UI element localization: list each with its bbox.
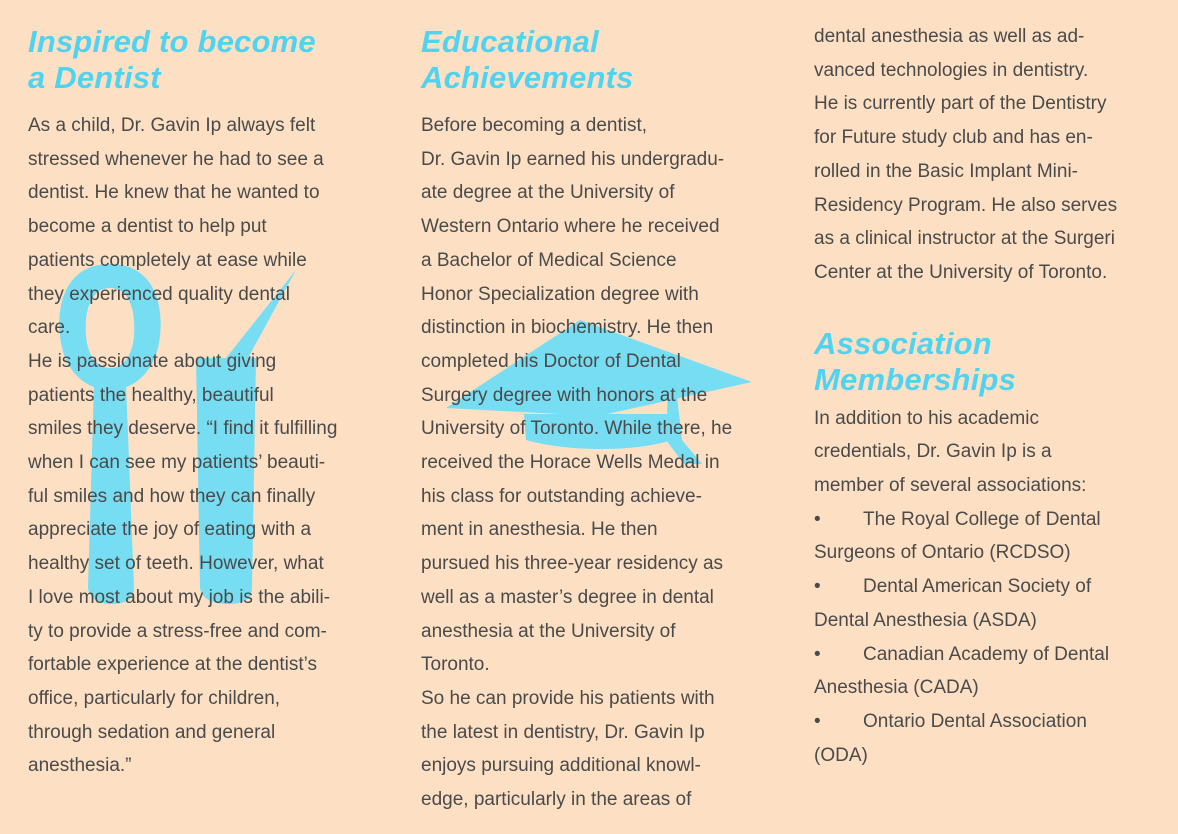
- list-item-label: The Royal College of Dental: [863, 508, 1101, 530]
- text-line: distinction in biochemistry. He then: [421, 317, 714, 339]
- list-item-continuation: Surgeons of Ontario (RCDSO): [814, 542, 1071, 564]
- text-line: ment in anesthesia. He then: [421, 519, 658, 541]
- text-line: care.: [28, 317, 71, 339]
- text-line: dental anesthesia as well as ad-: [814, 26, 1085, 47]
- text-line: He is passionate about giving: [28, 350, 277, 372]
- text-line: Surgery degree with honors at the: [421, 384, 708, 406]
- text-line: smiles they deserve. “I find it fulfilling: [28, 418, 338, 440]
- list-item: [814, 503, 1164, 570]
- list-item-first-line: [814, 705, 1164, 739]
- text-line: patients completely at ease while: [28, 249, 307, 271]
- associations-column: [814, 0, 1164, 772]
- list-item-label: Ontario Dental Association: [863, 710, 1087, 732]
- text-line: ate degree at the University of: [421, 182, 675, 204]
- heading-line: Memberships: [814, 361, 1017, 397]
- heading-line: Association: [814, 325, 992, 361]
- text-line: enjoys pursuing additional knowl-: [421, 755, 701, 777]
- list-item: [814, 570, 1164, 637]
- text-line: they experienced quality dental: [28, 283, 290, 305]
- list-item: [814, 638, 1164, 705]
- text-line: pursued his three-year residency as: [421, 553, 724, 575]
- list-item: [814, 705, 1164, 772]
- text-line: Residency Program. He also serves: [814, 194, 1118, 216]
- text-line: Dr. Gavin Ip earned his undergradu-: [421, 148, 725, 170]
- bullet-icon: •: [814, 710, 821, 732]
- associations-heading: [814, 326, 1164, 398]
- bullet-icon: •: [814, 576, 821, 598]
- text-line: patients the healthy, beautiful: [28, 384, 274, 406]
- heading-line: Inspired to become: [28, 24, 316, 59]
- text-line: through sedation and general: [28, 721, 276, 743]
- inspired-heading: [28, 24, 388, 96]
- text-line: stressed whenever he had to see a: [28, 148, 324, 170]
- text-line: as a clinical instructor at the Surgeri: [814, 228, 1115, 250]
- text-line: As a child, Dr. Gavin Ip always felt: [28, 115, 316, 136]
- text-line: dentist. He knew that he wanted to: [28, 182, 320, 204]
- text-line: the latest in dentistry, Dr. Gavin Ip: [421, 721, 705, 743]
- text-line: Toronto.: [421, 654, 490, 676]
- text-line: I love most about my job is the abili-: [28, 586, 331, 608]
- text-line: So he can provide his patients with: [421, 687, 715, 709]
- list-item-label: Dental American Society of: [863, 576, 1092, 598]
- list-item-first-line: [814, 638, 1164, 672]
- text-line: Honor Specialization degree with: [421, 283, 699, 305]
- heading-line: Achievements: [421, 60, 634, 95]
- bullet-icon: •: [814, 508, 821, 530]
- text-line: anesthesia.”: [28, 755, 132, 777]
- text-line: In addition to his academic: [814, 407, 1039, 429]
- text-line: appreciate the joy of eating with a: [28, 519, 312, 541]
- inspired-body: [28, 109, 388, 783]
- education-continued: [814, 20, 1164, 290]
- text-line: for Future study club and has en-: [814, 127, 1093, 149]
- list-item-continuation: Anesthesia (CADA): [814, 677, 979, 699]
- text-line: vanced technologies in dentistry.: [814, 59, 1089, 81]
- list-item-label: Canadian Academy of Dental: [863, 643, 1110, 665]
- heading-line: Educational: [421, 24, 599, 59]
- text-line: ful smiles and how they can finally: [28, 485, 316, 507]
- text-line: healthy set of teeth. However, what: [28, 553, 324, 575]
- text-line: office, particularly for children,: [28, 687, 281, 709]
- inspired-section: [28, 0, 388, 783]
- text-line: when I can see my patients’ beauti-: [28, 452, 326, 474]
- text-line: his class for outstanding achieve-: [421, 485, 702, 507]
- text-line: rolled in the Basic Implant Mini-: [814, 160, 1078, 182]
- education-heading: [421, 24, 781, 96]
- text-line: edge, particularly in the areas of: [421, 789, 692, 811]
- text-line: He is currently part of the Dentistry: [814, 93, 1107, 115]
- list-item-first-line: [814, 503, 1164, 537]
- education-body: [421, 109, 781, 817]
- text-line: credentials, Dr. Gavin Ip is a: [814, 441, 1052, 463]
- text-line: received the Horace Wells Medal in: [421, 452, 720, 474]
- list-item-continuation: Dental Anesthesia (ASDA): [814, 609, 1037, 631]
- text-line: Western Ontario where he received: [421, 216, 720, 238]
- list-item-continuation: (ODA): [814, 744, 868, 766]
- associations-body: [814, 402, 1164, 773]
- text-line: well as a master’s degree in dental: [421, 586, 714, 608]
- text-line: Before becoming a dentist,: [421, 115, 648, 136]
- list-item-first-line: [814, 570, 1164, 604]
- text-line: become a dentist to help put: [28, 216, 267, 238]
- text-line: fortable experience at the dentist’s: [28, 654, 318, 676]
- text-line: University of Toronto. While there, he: [421, 418, 733, 440]
- text-line: ty to provide a stress-free and com-: [28, 620, 327, 642]
- text-line: Center at the University of Toronto.: [814, 261, 1108, 283]
- text-line: completed his Doctor of Dental: [421, 350, 681, 372]
- heading-line: a Dentist: [28, 60, 161, 95]
- text-line: a Bachelor of Medical Science: [421, 249, 677, 271]
- text-line: anesthesia at the University of: [421, 620, 676, 642]
- education-section: [421, 0, 781, 817]
- text-line: member of several associations:: [814, 475, 1087, 497]
- bullet-icon: •: [814, 643, 821, 665]
